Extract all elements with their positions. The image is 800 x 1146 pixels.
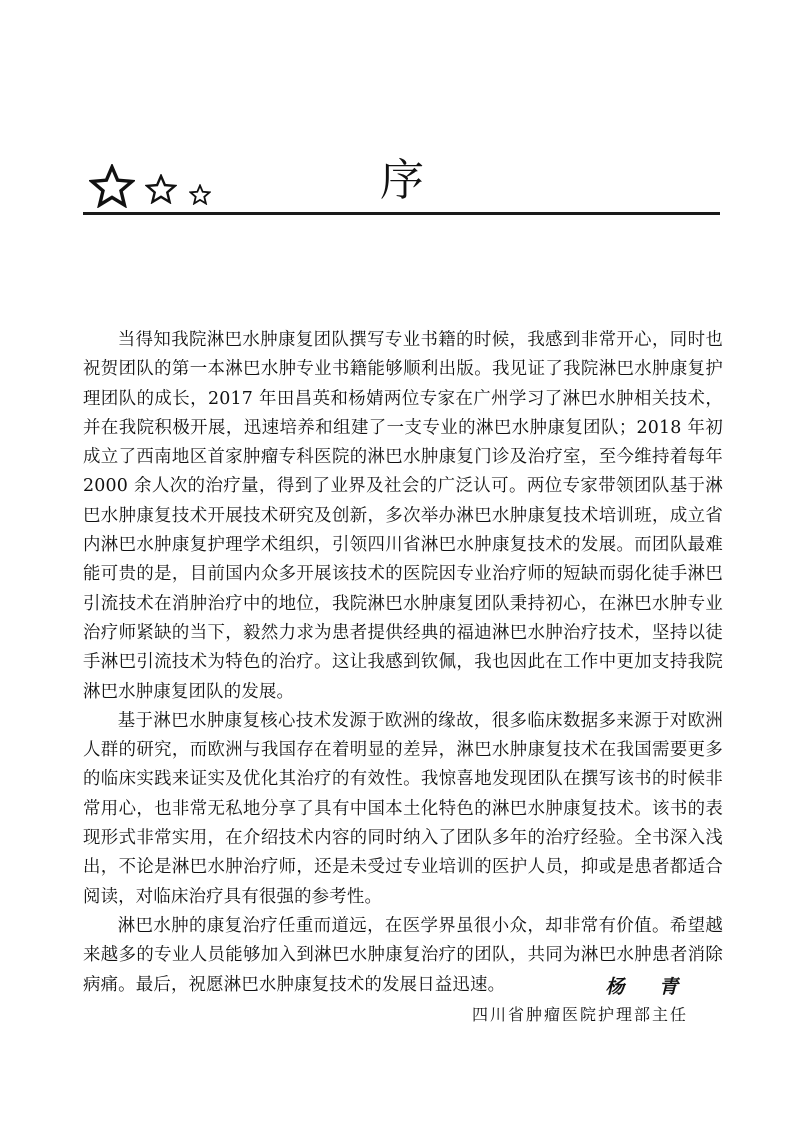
signature-title: 四川省肿瘤医院护理部主任 xyxy=(471,1005,688,1024)
preface-body xyxy=(83,326,723,1000)
medium-star-icon xyxy=(145,174,177,204)
paragraph-1: 当得知我院淋巴水肿康复团队撰写专业书籍的时候，我感到非常开心，同时也祝贺团队的第一本淋巴水肿专业书籍能够顺利出版。我见证了我院淋巴水肿康复护理团队的成长，2017 年田昌英和杨婧两位专家在广州学习了淋巴水肿相关技术，并在我院积极开展，迅速培养和组建了一支专业的淋巴水肿康复团队；2018 年初成立了西南地区首家肿瘤专科医院的淋巴水肿康复门诊及治疗室，至今维持着每年 2000 余人次的治疗量，得到了业界及社会的广泛认可。两位专家带领团队基于淋巴水肿康复技术开展技术研究及创新，多次举办淋巴水肿康复技术培训班，成立省内淋巴水肿康复护理学术组织，引领四川省淋巴水肿康复技术的发展。而团队最难能可贵的是，目前国内众多开展该技术的医院因专业治疗师的短缺而弱化徒手淋巴引流技术在消肿治疗中的地位，我院淋巴水肿康复团队秉持初心，在淋巴水肿专业治疗师紧缺的当下，毅然力求为患者提供经典的福迪淋巴水肿治疗技术，坚持以徒手淋巴引流技术为特色的治疗。这让我感到钦佩，我也因此在工作中更加支持我院淋巴水肿康复团队的发展。 xyxy=(83,330,723,702)
large-star-icon xyxy=(89,164,135,208)
paragraph-2: 基于淋巴水肿康复核心技术发源于欧洲的缘故，很多临床数据多来源于对欧洲人群的研究，而欧洲与我国存在着明显的差异，淋巴水肿康复技术在我国需要更多的临床实践来证实及优化其治疗的有效性。我惊喜地发现团队在撰写该书的时候非常用心，也非常无私地分享了具有中国本土化特色的淋巴水肿康复技术。该书的表现形式非常实用，在介绍技术内容的同时纳入了团队多年的治疗经验。全书深入浅出，不论是淋巴水肿治疗师，还是未受过专业培训的医护人员，抑或是患者都适合阅读，对临床治疗具有很强的参考性。 xyxy=(83,710,723,907)
signature-name: 杨 青 xyxy=(605,976,692,998)
header-divider xyxy=(83,212,720,215)
preface-header xyxy=(83,150,720,220)
small-star-icon xyxy=(189,184,211,205)
page-title: 序 xyxy=(380,155,426,206)
paragraph-3: 淋巴水肿的康复治疗任重而道远，在医学界虽很小众，却非常有价值。希望越来越多的专业人员能够加入到淋巴水肿康复治疗的团队，共同为淋巴水肿患者消除病痛。最后，祝愿淋巴水肿康复技术的发展日益迅速。 xyxy=(83,915,723,995)
